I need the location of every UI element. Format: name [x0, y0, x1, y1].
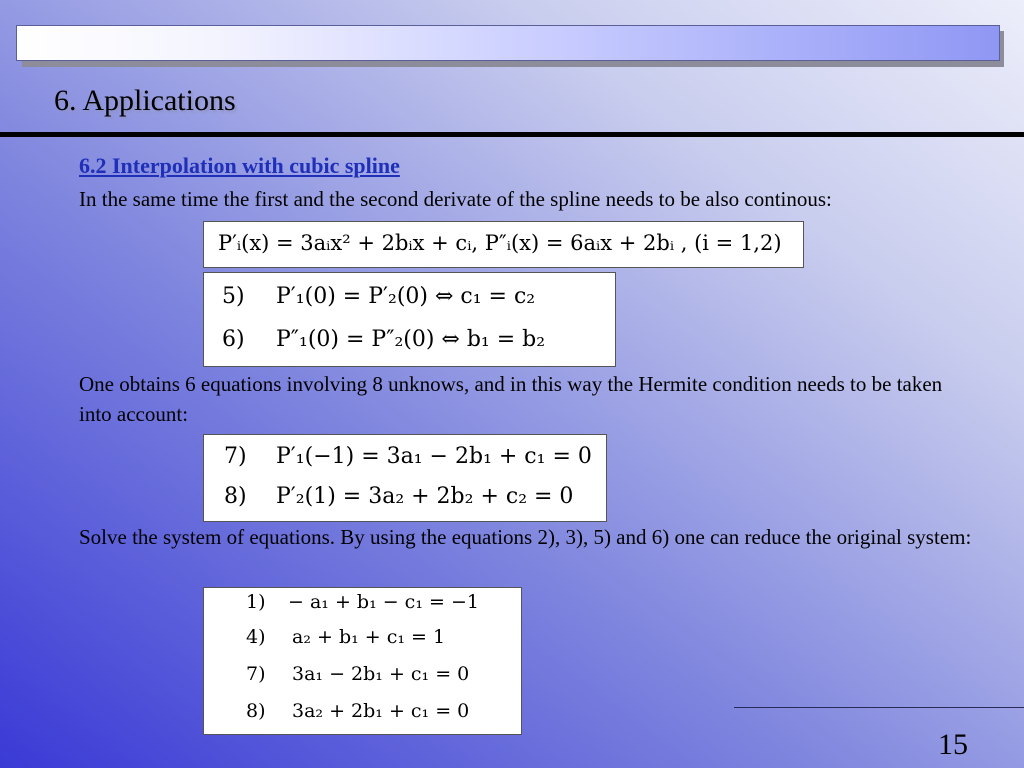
equation-reduced-8: 3a₂ + 2b₁ + c₁ = 0: [292, 700, 470, 722]
equation-number: 1): [246, 591, 266, 613]
equation-derivatives: P′ᵢ(x) = 3aᵢx² + 2bᵢx + cᵢ, P″ᵢ(x) = 6aᵢx + 2bᵢ , (i = 1,2): [218, 231, 782, 255]
equation-box-reduced: [203, 587, 522, 735]
equation-number: 4): [246, 626, 266, 648]
equation-number: 7): [246, 663, 266, 685]
equation-number: 6): [222, 327, 245, 352]
equation-number: 7): [224, 444, 247, 469]
equation-number: 5): [222, 284, 245, 309]
equation-box-hermite: [203, 434, 607, 522]
equation-6: P″₁(0) = P″₂(0) ⇔ b₁ = b₂: [276, 327, 546, 352]
paragraph-reduce: Solve the system of equations. By using the equations 2), 3), 5) and 6) one can reduce the original system:: [79, 525, 972, 549]
equation-reduced-1: − a₁ + b₁ − c₁ = −1: [288, 591, 479, 613]
header-bar: [16, 25, 1000, 61]
paragraph-continuity: In the same time the first and the second derivate of the spline needs to be also continous:: [79, 187, 832, 211]
equation-number: 8): [246, 700, 266, 722]
page-number: 15: [938, 728, 968, 761]
equation-8: P′₂(1) = 3a₂ + 2b₂ + c₂ = 0: [276, 484, 574, 509]
equation-box-derivatives: [203, 221, 804, 268]
equation-7: P′₁(−1) = 3a₁ − 2b₁ + c₁ = 0: [276, 444, 592, 469]
section-heading: 6.2 Interpolation with cubic spline: [79, 153, 400, 178]
paragraph-hermite: One obtains 6 equations involving 8 unknows, and in this way the Hermite condition needs to be taken into account:: [79, 372, 943, 426]
equation-5: P′₁(0) = P′₂(0) ⇔ c₁ = c₂: [276, 284, 536, 309]
slide-title: 6. Applications: [54, 84, 236, 117]
equation-reduced-7: 3a₁ − 2b₁ + c₁ = 0: [292, 663, 470, 685]
equation-number: 8): [224, 484, 247, 509]
footer-divider: [734, 707, 1024, 708]
title-divider: [0, 132, 1024, 137]
equation-box-continuity: [203, 272, 616, 367]
equation-reduced-4: a₂ + b₁ + c₁ = 1: [292, 626, 446, 648]
